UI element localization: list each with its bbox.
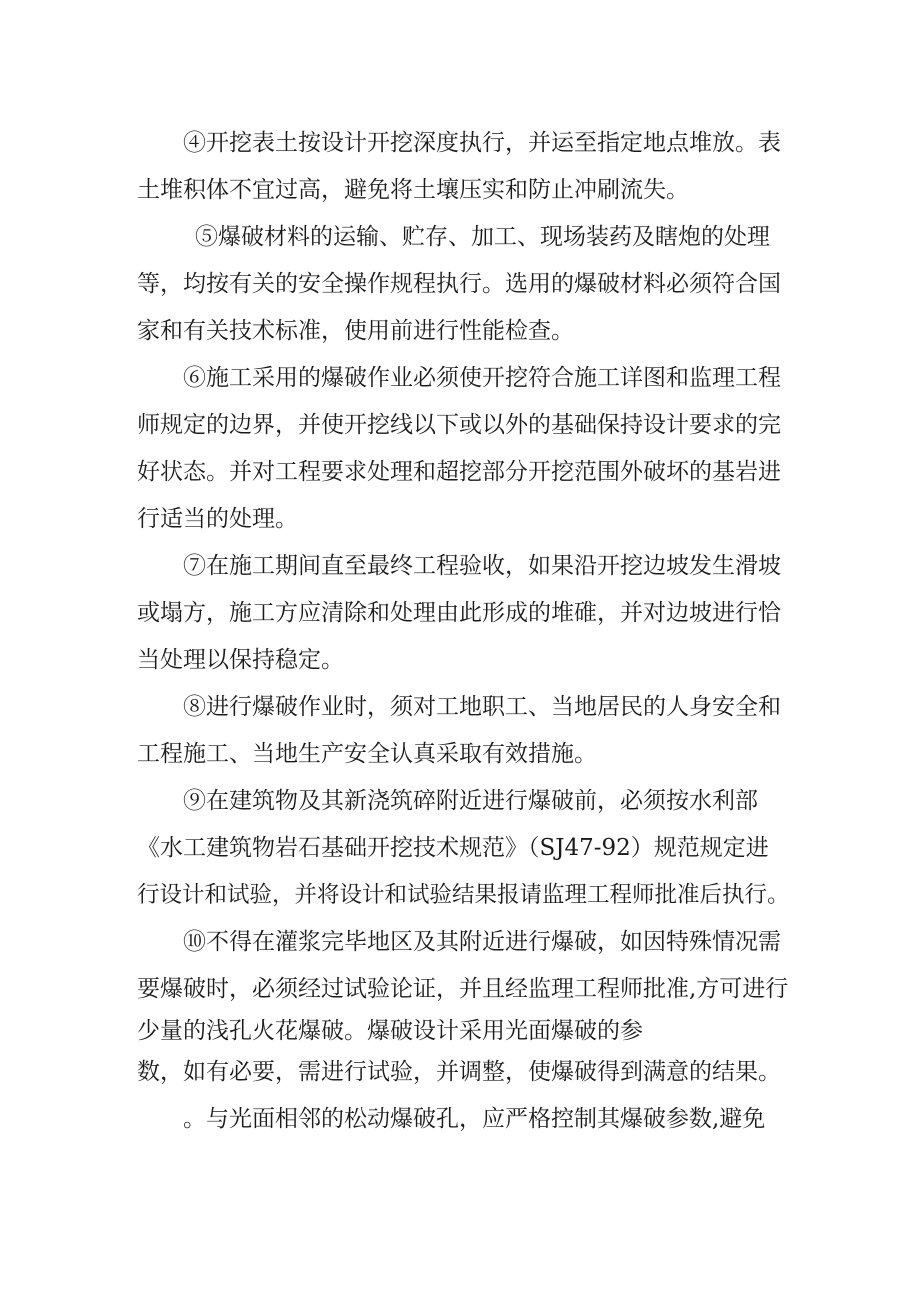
text-line: ④开挖表土按设计开挖深度执行，并运至指定地点堆放。表 (183, 130, 781, 156)
text-line: ⑤爆破材料的运输、贮存、加工、现场装药及瞎炮的处理 (195, 224, 770, 250)
text-line: ⑨在建筑物及其新浇筑碎附近进行爆破前，必须按水利部 (183, 788, 758, 814)
text-line: 《水工建筑物岩石基础开挖技术规范》（SJ47-92）规范规定进 (137, 835, 769, 861)
text-line: ⑦在施工期间直至最终工程验收，如果沿开挖边坡发生滑坡 (183, 553, 781, 579)
text-line: 好状态。并对工程要求处理和超挖部分开挖范围外破坏的基岩进 (137, 459, 781, 485)
text-line: 行适当的处理。 (137, 506, 298, 532)
text-line: 家和有关技术标准，使用前进行性能检查。 (137, 318, 574, 344)
text-line: 等，均按有关的安全操作规程执行。选用的爆破材料必须符合国 (137, 271, 781, 297)
text-line: 少量的浅孔火花爆破。爆破设计采用光面爆破的参 (137, 1018, 643, 1044)
text-line: ⑥施工采用的爆破作业必须使开挖符合施工详图和监理工程 (183, 365, 781, 391)
text-line: ⑩不得在灌浆完毕地区及其附近进行爆破，如因特殊情况需 (183, 929, 781, 955)
text-line: ⑧进行爆破作业时，须对工地职工、当地居民的人身安全和 (183, 694, 781, 720)
text-line: 工程施工、当地生产安全认真采取有效措施。 (137, 741, 597, 767)
text-line: 。与光面相邻的松动爆破孔，应严格控制其爆破参数,避免 (183, 1106, 766, 1132)
body-text (137, 120, 797, 1143)
text-line: 数，如有必要，需进行试验，并调整，使爆破得到满意的结果。 (137, 1059, 781, 1085)
text-line: 行设计和试验，并将设计和试验结果报请监理工程师批准后执行。 (137, 882, 790, 908)
text-line: 当处理以保持稳定。 (137, 647, 344, 673)
text-line: 要爆破时，必须经过试验论证，并且经监理工程师批准,方可进行 (137, 976, 789, 1002)
text-line: 土堆积体不宜过高，避免将土壤压实和防止冲刷流失。 (137, 177, 689, 203)
text-line: 师规定的边界，并使开挖线以下或以外的基础保持设计要求的完 (137, 412, 781, 438)
text-line: 或塌方，施工方应清除和处理由此形成的堆碓，并对边坡进行恰 (137, 600, 781, 626)
